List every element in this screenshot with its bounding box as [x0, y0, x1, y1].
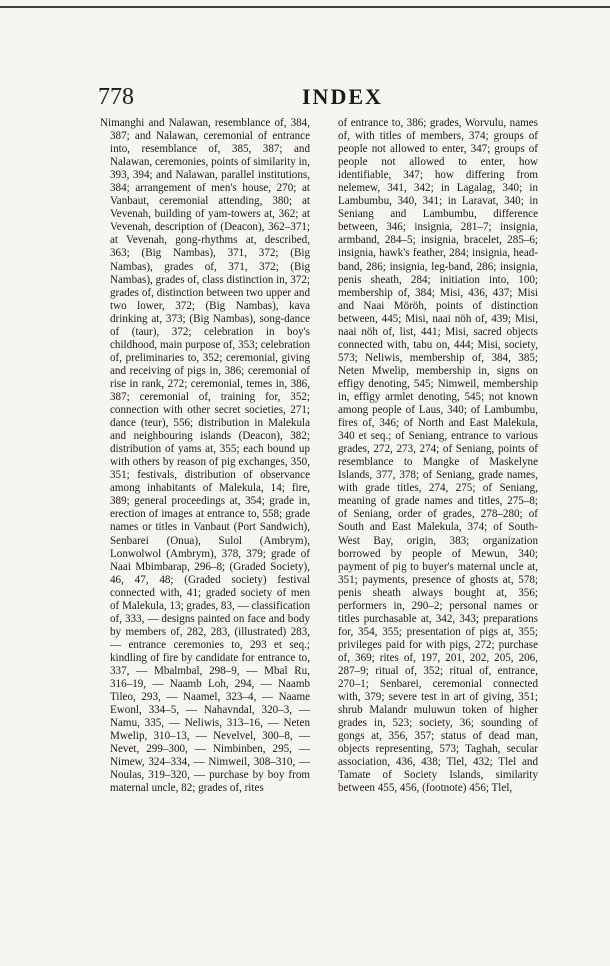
page-header	[98, 84, 590, 116]
index-entry-text: Nimanghi and Nalawan, resemblance of, 384, 387; and Nalawan, ceremonial of entrance into, resemblance of, 385, 387; and Nalawan, ceremonies, points of similarity in, 393, 394; and Nalawan, parallel institutions, 384; arrangement of men's house, 270; at Vanbaut, ceremonial attending, 380; at Vevenah, building of yam-towers at, 362; at Vevenah, description of (Deacon), 362–371; at Vevenah, gong-rhythms at, described, 363; (Big Nambas), 371, 372; (Big Nambas), grades of, 371, 372; (Big Nambas), grades of, class distinction in, 372; grades of, distinction between two upper and two lower, 372; (Big Nambas), kava drinking at, 373; (Big Nambas), song-dance of (taur), 372; celebration in boy's childhood, main purpose of, 353; celebration of, preliminaries to, 352; ceremonial, giving and receiving of pigs in, 386; ceremonial of rise in rank, 272; ceremonial, temes in, 386, 387; ceremonial of, training for, 352; connection with other secret societies, 271; dance (teur), 556; distribution in Malekula and neighbouring islands (Deacon), 382; distribution of yams at, 355; each bound up with others by reason of pig exchanges, 350, 351; festivals, distribution of observance among inhabitants of Malekula, 14; fire, 389; general proceedings at, 354; grade in, erection of images at entrance to, 558; grade names or titles in Vanbaut (Port Sandwich), Senbarei (Onua), Sulol (Ambrym), Lonwolwol (Ambrym), 378, 379; grade of Naai Mbimbarap, 296–8; (Graded Society), 46, 47, 48; (Graded society) festival connected with, 41; graded society of men of Malekula, 13; grades, 83, — classification of, 333, — designs painted on face and body by members of, 282, 283, (illustrated) 283, — entrance ceremonies to, 293 et seq.; kindling of fire by candidate for entrance to, 337, — Mbalmbal, 298–9, — Mbal Ru, 316–19, — Naamb Loh, 294, — Naamb Tileo, 293, — Naamel, 323–4, — Naame Ewonl, 334–5, — Nahavndal, 320–3, — Namu, 335, — Neliwis, 313–16, — Neten Mwelip, 310–13, — Nevelvel, 300–8, — Nevet, 299–300, — Nimbinben, 295, — Nimew, 324–334, — Nimweil, 308–310, — Noulas, 319–320, — purchase by boy from maternal uncle, 82; grades of, rites	[100, 117, 310, 795]
page-title: INDEX	[302, 84, 383, 109]
index-column-left	[100, 117, 310, 795]
scan-edge-line	[0, 6, 610, 8]
index-column-right	[328, 117, 538, 795]
page-number: 778	[98, 84, 134, 110]
index-entry-continuation: of entrance to, 386; grades, Worvulu, names of, with titles of members, 374; groups of people not allowed to enter, 347; groups of people not allowed to enter, how identifiable, 347; how differing from nelemew, 341, 342; in Lagalag, 340; in Lambumbu, 340, 341; in Laravat, 340; in Seniang and Lambumbu, difference between, 346; insignia, 281–7; insignia, armband, 284–5; insignia, bracelet, 285–6; insignia, hawk's feather, 284; insignia, head-band, 286; insignia, leg-band, 286; insignia, penis sheath, 284; initiation into, 100; membership of, 384; Misi, 436, 437; Misi and Naai Möröh, points of distinction between, 445; Misi, naai nöh of, 439; Misi, naai nöh of, list, 441; Misi, sacred objects connected with, tabu on, 444; Misi, society, 573; Neliwis, membership of, 384, 385; Neten Mwelip, membership in, signs on effigy denoting, 545; Nimweil, membership in, effigy armlet denoting, 545; not known among people of Laus, 340; of Lambumbu, fires of, 346; of North and East Malekula, 340 et seq.; of Seniang, entrance to various grades, 272, 273, 274; of Seniang, points of resemblance to Mangke of Maskelyne Islands, 377, 378; of Seniang, grade names, with grade titles, 274, 275; of Seniang, meaning of grade names and titles, 275–8; of Seniang, order of grades, 278–280; of South and East Malekula, 374; of South-West Bay, origin, 383; organization borrowed by people of Mewun, 340; payment of pig to buyer's maternal uncle at, 351; payments, presence of ghosts at, 578; penis sheath always bought at, 356; performers in, 290–2; personal names or titles purchasable at, 342, 343; preparations for, 354, 355; presentation of pigs at, 355; privileges paid for with pigs, 272; purchase of, 369; rites of, 197, 201, 202, 205, 206, 287–9; ritual of, 352; ritual of, entrance, 270–1; Senbarei, ceremonial connected with, 379; severe test in art of giving, 351; shrub Malandr muluwun token of higher grades in, 523; society, 36; sounding of gongs at, 356, 357; status of dead man, objects representing, 573; Taghah, secular association, 436, 438; Tlel, 432; Tlel and Tamate of Society Islands, similarity between 455, 456, (footnote) 456; Tlel,	[338, 117, 538, 795]
